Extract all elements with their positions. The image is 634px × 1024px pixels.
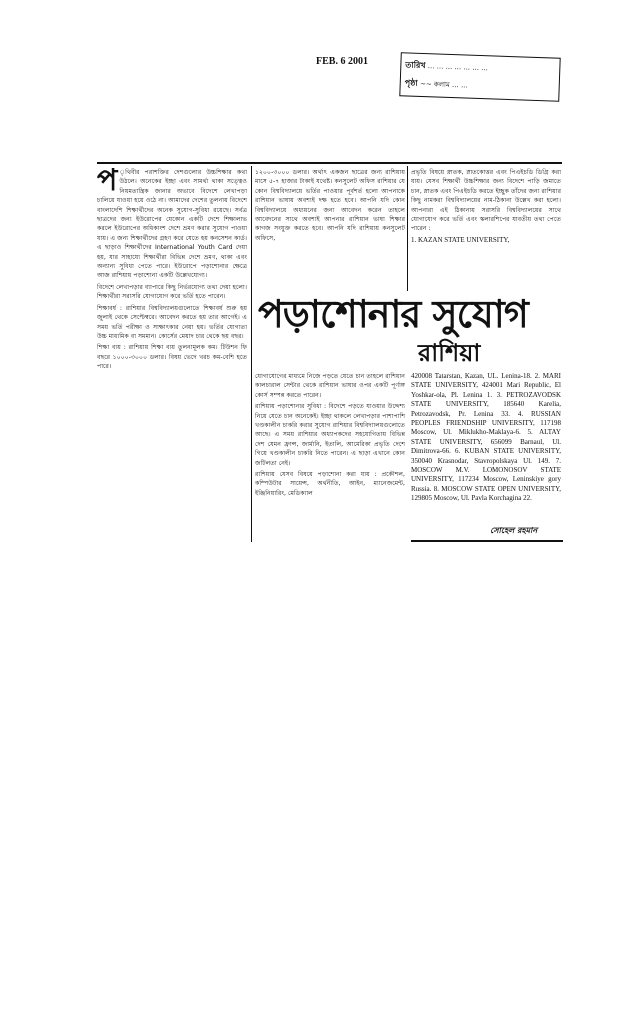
subheadline: রাশিয়া	[418, 339, 481, 367]
university-list-start: 1. KAZAN STATE UNIVERSITY,	[411, 235, 510, 244]
middle-column-bottom	[255, 372, 405, 542]
bottom-rule	[411, 540, 563, 542]
paragraph: শিক্ষাবর্ষ : রাশিয়ার বিশ্ববিদ্যালয়গুলোতে শিক্ষাবর্ষ শুরু হয় জুলাই থেকে সেপ্টেম্বরে। আবেদন করতে হয় তার আগেই। এ সময় ভর্তি পরীক্ষা ও সাক্ষাৎকার নেয়া হয়। ভর্তির যোগ্যতা উচ্চ মাধ্যমিক বা সমমান। কোর্সের মেয়াদ চার থেকে ছয় বছর।	[97, 304, 247, 340]
column-divider	[251, 166, 252, 542]
stamp-page-label: পৃষ্ঠা	[404, 78, 418, 88]
byline: সোহেল রহমান	[490, 526, 538, 535]
paragraph: বিদেশে লেখাপড়ার ব্যাপারে কিছু নির্ভরযোগ্য তথ্য দেয়া হলো। শিক্ষার্থীরা সরাসরি যোগাযোগ করে ভর্তি হতে পারেন।	[97, 283, 247, 301]
paragraph: রাশিয়ায় যেসব বিষয়ে পড়াশোনা করা যায় : প্রকৌশল, কম্পিউটার সায়েন্স, অর্থনীতি, আইন, ম্যানেজমেন্ট, ইঞ্জিনিয়ারিং, মেডিক্যাল	[255, 471, 405, 497]
paragraph: শিক্ষা ব্যয় : রাশিয়ায় শিক্ষা ব্যয় তুলনামূলক কম। টিউশন ফি বছরে ১০০০-৩০০০ ডলার। বিষয় ভেদে খরচ কম-বেশি হতে পারে।	[97, 344, 247, 371]
top-rule	[97, 162, 562, 164]
stamp-column-label: কলাম	[433, 80, 451, 89]
drop-cap: প	[97, 168, 118, 198]
right-column-top	[411, 168, 561, 290]
stamp-dots-2: ... ...	[451, 81, 468, 90]
paragraph: ৃথিবীর পরাশক্তির দেশগুলোর উচ্চশিক্ষার কথা উঠলে। অনেকের ইচ্ছা এবং সামর্থ্য থাকা সত্ত্বেও নিয়মতান্ত্রিক জানার অভাবে বিদেশে লেখাপড়া চালিয়ে যাওয়া হয়ে ওঠে না। আমাদের দেশের তুলনায় বিদেশে বাংলাদেশি শিক্ষার্থীদের অনেক সুযোগ-সুবিধা রয়েছে। সর্বত্র ছাত্রদের জন্য ইউরোপের যেকোন একটি দেশে শিক্ষালাভ করলে ইউরোপের অধিকাংশ দেশে ভ্রমণ করার সুযোগ পাওয়া যায়। এ জন্য শিক্ষার্থীদের গ্রহণ করে যেতে হয় কনসেশন কার্ড। এ ছাড়াও শিক্ষার্থীদের International Youth Card দেয়া হয়, যার সাহায্যে শিক্ষার্থীরা বিভিন্ন দেশে ভ্রমণ, থাকা এবং অন্যান্য সুবিধা পেতে পারে। ইউরোপে পড়াশোনার ক্ষেত্রে আজ রাশিয়ায় পড়াশোনা একটি উল্লেখযোগ্য।	[97, 169, 247, 280]
paragraph: যোগাযোগের মাধ্যমে নিজে পড়তে যেতে চান তাহলে রাশিয়ান কালচারাল সেন্টার থেকে রাশিয়ান ভাষার ওপর একটি পূর্ণাঙ্গ কোর্স সম্পন্ন করতে পারেন।	[255, 373, 405, 399]
university-list: 420008 Tatarstan, Kazan, UL. Lenina-18. 2. MARI STATE UNIVERSITY, 424001 Mari Republic, El Yoshkar-ola, Pl. Lenina 1. 3. PETROZAVODSK STATE UNIVERSITY, 185640 Karelia, Petrozavodsk, Pr. Lenina 33. 4. RUSSIAN PEOPLES FRIENDSHIP UNIVERSITY, 117198 Moscow, Ul. Miklukho-Maklaya-6. 5. ALTAY STATE UNIVERSITY, 656099 Barnaul, Ul. Dimitrova-66. 6. KUBAN STATE UNIVERSITY, 350040 Krasnodar, Stavropolskaya Ul. 149. 7. MOSCOW M.V. LOMONOSOV STATE UNIVERSITY, 117234 Moscow, Leninskiye gory Russia. 8. MOSCOW STATE OPEN UNIVERSITY, 129805 Moscow, Ul. Pavla Korchagina 22.	[411, 372, 561, 503]
middle-column-top	[255, 168, 405, 290]
column-divider	[407, 166, 408, 291]
clipping-date: FEB. 6 2001	[316, 56, 368, 67]
stamp-dots: ... ... ... ... ... ... ...	[427, 62, 489, 73]
paragraph: ১২০০-৩০০০ ডলার। অর্থাৎ একজন ছাত্রের জন্য রাশিয়ায় মাসে ৫-৭ হাজার টাকাই যথেষ্ট। কনসুলেট অফিস রাশিয়ার যে কোন বিশ্ববিদ্যালয়ে ভর্তির পাওয়ার পূর্বশর্ত হলো আপনাকে রাশিয়ান ভাষায় অবশ্যই দক্ষ হতে হবে। আপনি যদি কোন বিশ্ববিদ্যালয়ে অধ্যয়নের জন্য আবেদন করেন তাহলে আবেদনের সাথে অবশ্যই আপনার রাশিয়ান ভাষা শিক্ষার কাগজ সংযুক্ত করতে হবে। আপনি যদি রাশিয়ায় কনসুলেট অফিসে,	[255, 169, 405, 242]
paragraph: প্রভৃতি বিষয়ে স্নাতক, স্নাতকোত্তর এবং পিএইচডি ডিগ্রি করা যায়। যেসব শিক্ষার্থী উচ্চশিক্ষার জন্য বিদেশে পাড়ি জমাতে চান, স্নাতক এবং পিএইচডি করতে ইচ্ছুক তাঁদের জন্য রাশিয়ার কিছু নামকরা বিশ্ববিদ্যালয়ের নাম-ঠিকানা উল্লেখ করা হলো। আপনারা এই ঠিকানায় সরাসরি বিশ্ববিদ্যালয়ের সাথে যোগাযোগ করে ভর্তি এবং স্কলারশিপের যাবতীয় তথ্য পেতে পারেন :	[411, 169, 561, 233]
left-column	[97, 168, 247, 542]
clipping-stamp: তারিখ ... ... ... ... ... ... ... পৃষ্ঠা ~~ কলাম ... ...	[399, 52, 560, 102]
paragraph: রাশিয়ায় পড়াশোনার সুবিধা : বিদেশে পড়তে যাওয়ার উদ্দেশ্য নিয়ে যেতে চান অনেকেই। ইচ্ছা থাকলে লেখাপড়ার পাশাপাশি খণ্ডকালীন চাকরি করার সুযোগ রাশিয়ার বিশ্ববিদ্যালয়গুলোতে আছে। এ সময় রাশিয়ার অধ্যাপকদের সহযোগিতায় বিভিন্ন দেশ যেমন ফ্রান্স, জার্মানি, ইতালি, আমেরিকা প্রভৃতি দেশে গিয়ে খণ্ডকালীন চাকরি নিতে পারেন। এ ছাড়া এখানে কোন জটিলতা নেই।	[255, 403, 405, 467]
stamp-date-label: তারিখ	[405, 60, 426, 71]
headline: পড়াশোনার সুযোগ	[258, 292, 528, 336]
